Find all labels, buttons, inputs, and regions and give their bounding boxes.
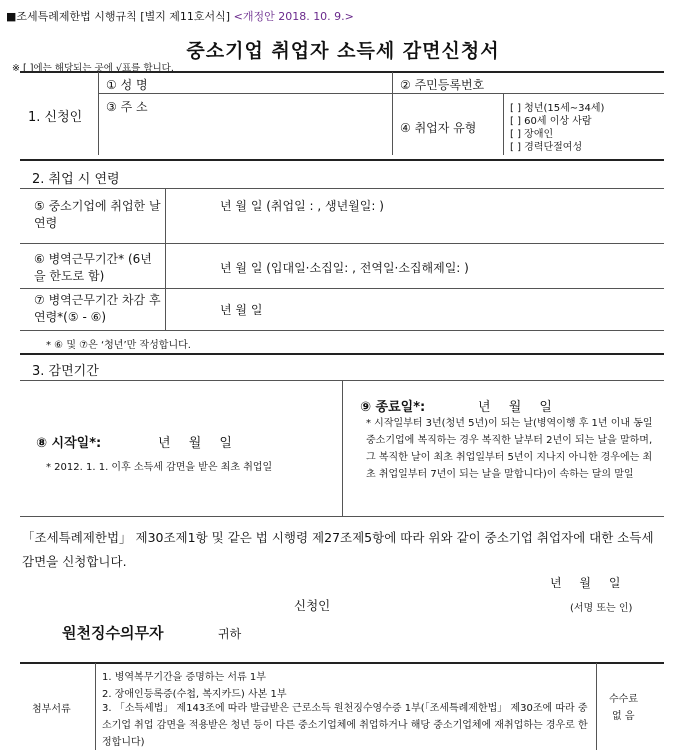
form-ref-text: ■조세특례제한법 시행규칙 [별지 제11호서식] (6, 10, 231, 23)
rrn-field[interactable]: ② 주민등록번호 (400, 78, 485, 92)
declaration-text: 「조세특례제한법」 제30조제1항 및 같은 법 시행령 제27조제5항에 따라 위와 같이 중소기업 취업자에 대한 소득세 감면을 신청합니다. (22, 530, 654, 569)
recipient-name: 원천징수의무자 (62, 624, 164, 642)
section2-label: 2. 취업 시 연령 (32, 172, 120, 187)
type-option-senior[interactable]: [ ] 60세 이상 사람 (510, 116, 592, 127)
start-date-label: ⑧ 시작일*: (36, 436, 102, 451)
address-field[interactable]: ③ 주 소 (106, 100, 148, 114)
end-date-value[interactable]: 년 월 일 (478, 400, 552, 415)
applicant-label: 신청인 (294, 598, 331, 613)
type-option-youth[interactable]: [ ] 청년(15세∼34세) (510, 103, 605, 114)
fee-label: 수수료 (609, 694, 638, 705)
fee-value: 없 음 (612, 711, 635, 722)
row7-value[interactable]: 년 월 일 (220, 303, 263, 317)
type-option-disabled[interactable]: [ ] 장애인 (510, 129, 554, 140)
type-option-career-break[interactable]: [ ] 경력단절여성 (510, 142, 583, 153)
start-date-note: * 2012. 1. 1. 이후 소득세 감면을 받은 최초 취업일 (46, 462, 273, 473)
declaration-date[interactable]: 년 월 일 (550, 576, 621, 590)
attachments-label: 첨부서류 (32, 704, 71, 715)
page-title: 중소기업 취업자 소득세 감면신청서 (186, 40, 500, 62)
attachment-item-1: 1. 병역복무기간을 증명하는 서류 1부 (102, 672, 266, 683)
signature-field[interactable]: (서명 또는 인) (570, 603, 633, 614)
row7-label: ⑦ 병역근무기간 차감 후 연령*(⑤ - ⑥) (34, 293, 161, 324)
end-date-label: ⑨ 종료일*: (360, 400, 426, 415)
row5-label: ⑤ 중소기업에 취업한 날 연령 (34, 199, 161, 230)
worker-type-label: ④ 취업자 유형 (400, 121, 477, 135)
row5-value[interactable]: 년 월 일 (취업일 : , 생년월일: ) (220, 199, 384, 213)
end-date-note: * 시작일부터 3년(청년 5년)이 되는 날(병역이행 후 1년 이내 동일 중소기업에 복직하는 경우 복직한 날부터 2년이 되는 날을 말하며, 그 복직한 날이 최초 취업일부터 5년이 지나지 아니한 경우에는 최초 취업일부터 7년이 되는 날을 말합니다)이 속하는 달의 말일 (366, 418, 653, 480)
name-field[interactable]: ① 성 명 (106, 78, 148, 92)
start-date-value[interactable]: 년 월 일 (158, 436, 232, 451)
attachment-item-2: 2. 장애인등록증(수첩, 복지카드) 사본 1부 (102, 689, 287, 700)
attachment-item-3: 3. 「소득세법」 제143조에 따라 발급받은 근로소득 원천징수영수증 1부(「조세특례제한법」 제30조에 따라 중소기업 취업 감면을 적용받은 청년 등이 다른 중소기업체에 취업하거나 해당 중소기업체에 재취업하는 경우로 한정합니다) (102, 703, 588, 748)
row6-value[interactable]: 년 월 일 (입대일·소집일: , 전역일·소집해제일: ) (220, 261, 469, 275)
checkbox-note: ※ [ ]에는 해당되는 곳에 √표를 합니다. (12, 63, 174, 74)
section3-label: 3. 감면기간 (32, 364, 99, 379)
row6-label: ⑥ 병역근무기간* (6년을 한도로 함) (34, 252, 152, 283)
recipient-suffix: 귀하 (218, 627, 242, 641)
revision-text: <개정안 2018. 10. 9.> (233, 10, 354, 23)
section2-note: * ⑥ 및 ⑦은 ‘청년’만 작성합니다. (46, 340, 191, 351)
section1-label: 1. 신청인 (28, 110, 83, 125)
form-reference (6, 8, 354, 24)
